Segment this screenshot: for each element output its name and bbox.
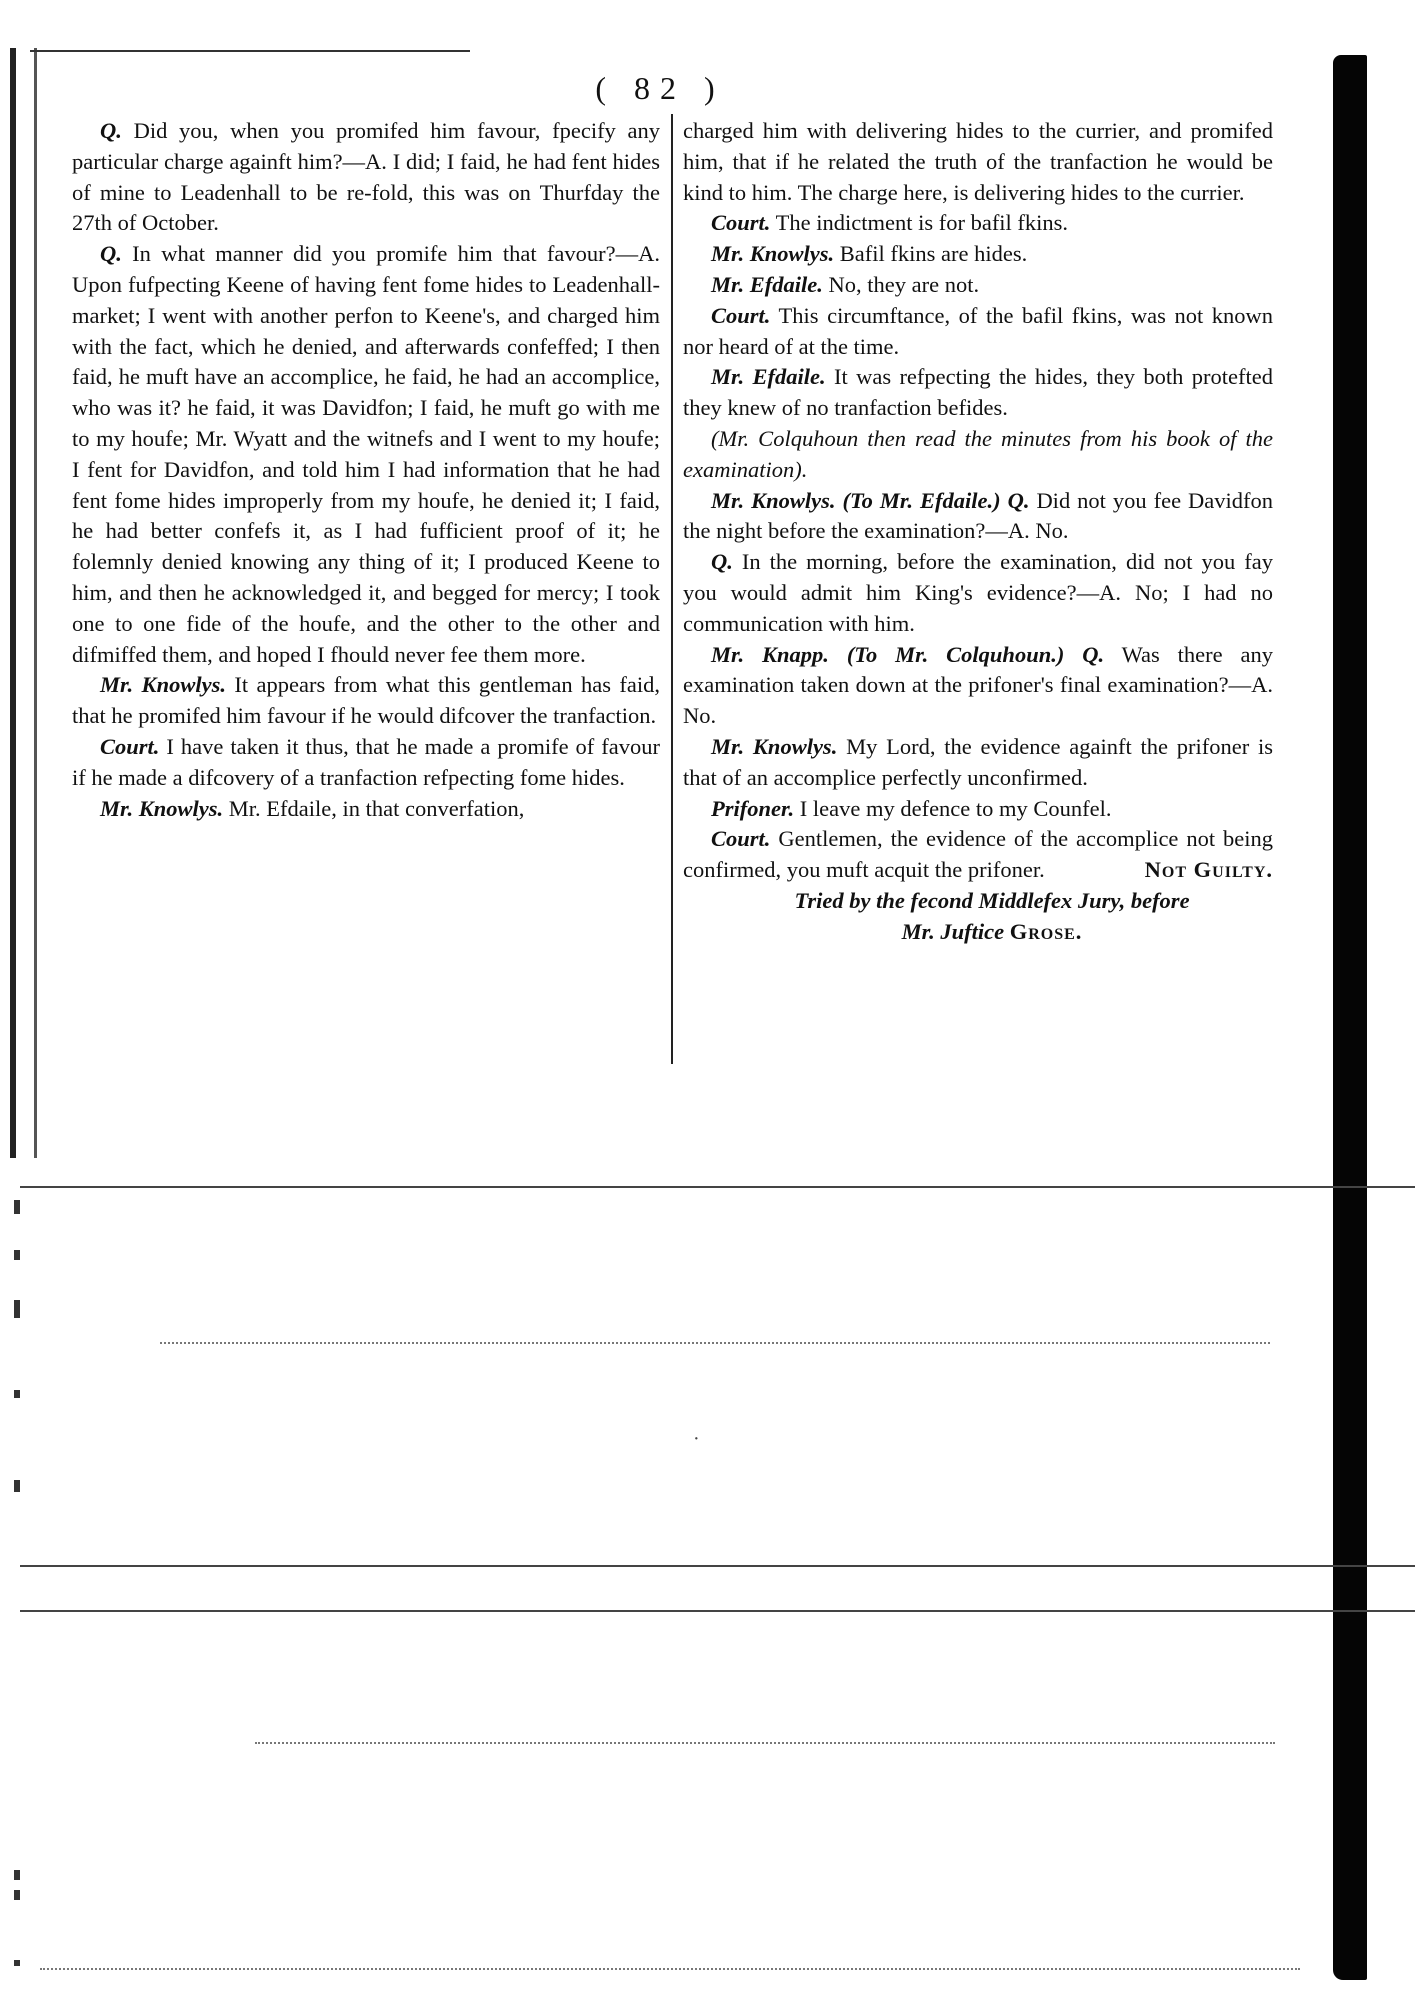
scan-rule [20, 1610, 1415, 1612]
paragraph: Mr. Knapp. (To Mr. Colquhoun.) Q. Was there any examination taken down at the prifoner's final examination?—A. No. [683, 641, 1273, 729]
paragraph: charged him with delivering hides to the currier, and promifed him, that if he related the truth of the tranfaction he would be kind to him. The charge here, is delivering hides to the currier. [683, 118, 1273, 205]
scan-dotted-rule [160, 1342, 1270, 1344]
verdict: Not Guilty. [1144, 857, 1273, 883]
paragraph: Mr. Efdaile. It was refpecting the hides, they both protefted they knew of no tranfaction befides. [683, 364, 1273, 421]
right-column [683, 116, 1273, 948]
signature-line-1: Tried by the fecond Middlefex Jury, before [794, 887, 1190, 913]
right-binding-shadow [1333, 55, 1367, 1980]
paragraph: Mr. Knowlys. My Lord, the evidence againft the prifoner is that of an accomplice perfectly unconfirmed. [683, 733, 1274, 790]
paragraph: Mr. Knowlys. It appears from what this gentleman has faid, that he promifed him favour if he would difcover the tranfaction. [72, 672, 661, 729]
scan-rule [20, 1186, 1415, 1188]
paragraph: Court. The indictment is for bafil fkins. [711, 210, 1069, 236]
left-margin-marks [8, 1180, 24, 1980]
page-number: ( 82 ) [595, 70, 725, 106]
scan-rule [20, 1565, 1415, 1567]
paragraph: Mr. Knowlys. (To Mr. Efdaile.) Q. Did not you fee Davidfon the night before the examination?—A. No. [683, 487, 1274, 544]
paragraph: Mr. Efdaile. No, they are not. [711, 271, 980, 297]
paragraph: Mr. Knowlys. Bafil fkins are hides. [711, 241, 1028, 267]
paragraph: Q. In what manner did you promife him that favour?—A. Upon fufpecting Keene of having fent fome hides to Leadenhall-market; I went with another perfon to Keene's, and charged him with the fact, which he denied, and afterwards confeffed; I then faid, he muft have an accomplice, he faid, he had an accomplice, who was it? he faid, it was Davidfon; I faid, he muft go with me to my houfe; Mr. Wyatt and the witnefs and I went to my houfe; I fent for Davidfon, and told him I had information that he had fent fome hides improperly from my houfe, he denied it; I faid, he had better confefs it, as I had fufficient proof of it; he folemnly denied knowing any thing of it; I produced Keene to him, and then he acknowledged it, and begged for mercy; I took one to one fide of the houfe, and the other to the other and difmiffed them, and hoped I fhould never fee them more. [72, 241, 661, 667]
paragraph: Court. I have taken it thus, that he made a promife of favour if he made a difcovery of a tranfaction refpecting fome hides. [72, 733, 661, 790]
left-column [72, 116, 660, 824]
signature-line-2: Mr. Juftice Grose. [901, 918, 1083, 944]
stray-mark: · [693, 1428, 700, 1450]
paragraph: Q. Did you, when you promifed him favour, fpecify any particular charge againft him?—A. I did; I faid, he had fent hides of mine to Leadenhall to be re-fold, this was on Thurfday the 27th of October. [72, 118, 661, 236]
paragraph: Court. This circumftance, of the bafil fkins, was not known nor heard of at the time. [683, 302, 1273, 359]
top-rule [30, 50, 470, 52]
left-binding-edge [10, 48, 37, 1158]
scan-dotted-rule [255, 1742, 1275, 1744]
scan-dotted-rule [40, 1968, 1300, 1970]
column-divider [671, 114, 673, 1064]
paragraph: Court. Gentlemen, the evidence of the accomplice not being confirmed, you muft acquit the prifoner. Not Guilty. [683, 824, 1273, 886]
paragraph: Q. In the morning, before the examination, did not you fay you would admit him King's evidence?—A. No; I had no communication with him. [683, 549, 1273, 636]
stage-note: (Mr. Colquhoun then read the minutes from his book of the examination). [683, 425, 1273, 482]
paragraph: Mr. Knowlys. Mr. Efdaile, in that converfation, [100, 795, 525, 821]
paragraph: Prifoner. I leave my defence to my Counfel. [711, 795, 1112, 821]
